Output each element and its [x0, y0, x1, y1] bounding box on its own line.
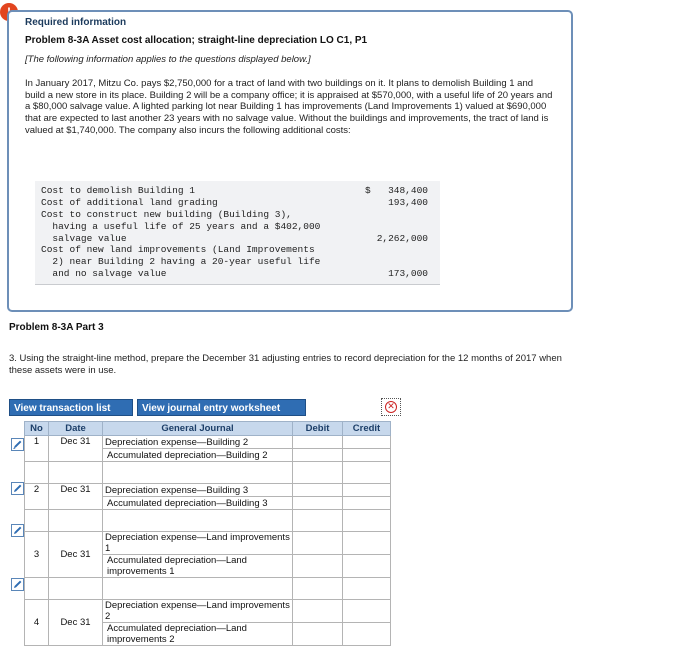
debit-account[interactable]: Depreciation expense—Land improvements 1 [103, 532, 293, 555]
part-title: Problem 8-3A Part 3 [9, 322, 104, 333]
credit-account[interactable]: Accumulated depreciation—Land improvements 2 [103, 623, 293, 646]
entry-no: 3 [25, 532, 49, 578]
credit-amount[interactable] [343, 600, 391, 623]
entry-no: 2 [25, 484, 49, 510]
journal-spacer-row [25, 578, 391, 600]
credit-amount[interactable] [343, 484, 391, 497]
entry-date: Dec 31 [49, 484, 103, 510]
cost-label: Cost of new land improvements (Land Improvements 2) near Building 2 having a 20-year useful life and no salvage value [41, 244, 321, 279]
debit-account[interactable]: Depreciation expense—Land improvements 2 [103, 600, 293, 623]
cost-amount: 173,000 [388, 268, 428, 279]
journal-row [25, 600, 391, 623]
edit-pencil-icon[interactable] [11, 524, 24, 537]
info-note: [The following information applies to the questions displayed below.] [25, 54, 311, 65]
cost-label: Cost to construct new building (Building 3), having a useful life of 25 years and a $402,000 salvage value [41, 209, 321, 244]
journal-spacer-row [25, 510, 391, 532]
journal-row [25, 484, 391, 497]
header-general-journal: General Journal [103, 422, 293, 436]
debit-amount[interactable] [293, 449, 343, 462]
cost-amount: 2,262,000 [376, 233, 428, 244]
cost-label: Cost of additional land grading [41, 197, 218, 208]
cost-amount: 193,400 [388, 197, 428, 208]
debit-amount[interactable] [293, 600, 343, 623]
debit-amount[interactable] [293, 532, 343, 555]
entry-date: Dec 31 [49, 532, 103, 578]
general-journal-table [24, 421, 391, 646]
cost-label: Cost to demolish Building 1 [41, 185, 195, 196]
header-no: No [25, 422, 49, 436]
debit-amount[interactable] [293, 436, 343, 449]
credit-account[interactable]: Accumulated depreciation—Building 2 [103, 449, 293, 462]
entry-no: 4 [25, 600, 49, 646]
required-information-title: Required information [25, 17, 127, 28]
edit-pencil-icon[interactable] [11, 482, 24, 495]
journal-header-row [25, 422, 391, 436]
cost-amount: 348,400 [388, 185, 428, 196]
journal-spacer-row [25, 462, 391, 484]
additional-costs-table [35, 181, 440, 285]
credit-amount[interactable] [343, 449, 391, 462]
edit-pencil-icon[interactable] [11, 578, 24, 591]
entry-no: 1 [25, 436, 49, 462]
debit-account[interactable]: Depreciation expense—Building 2 [103, 436, 293, 449]
question-text: 3. Using the straight-line method, prepare the December 31 adjusting entries to record depreciation for the 12 months of 2017 when these assets were in use. [9, 353, 562, 376]
debit-amount[interactable] [293, 497, 343, 510]
close-button[interactable] [381, 398, 401, 416]
debit-amount[interactable] [293, 484, 343, 497]
journal-row [25, 532, 391, 555]
entry-date: Dec 31 [49, 600, 103, 646]
problem-heading: Problem 8-3A Asset cost allocation; straight-line depreciation LO C1, P1 [25, 35, 368, 46]
header-date: Date [49, 422, 103, 436]
debit-amount[interactable] [293, 555, 343, 578]
entry-date: Dec 31 [49, 436, 103, 462]
view-transaction-list-button[interactable]: View transaction list [9, 399, 133, 416]
edit-pencil-icon[interactable] [11, 438, 24, 451]
credit-amount[interactable] [343, 623, 391, 646]
credit-amount[interactable] [343, 555, 391, 578]
credit-account[interactable]: Accumulated depreciation—Land improvements 1 [103, 555, 293, 578]
debit-account[interactable]: Depreciation expense—Building 3 [103, 484, 293, 497]
view-journal-entry-worksheet-button[interactable]: View journal entry worksheet [137, 399, 306, 416]
header-debit: Debit [293, 422, 343, 436]
problem-description: In January 2017, Mitzu Co. pays $2,750,000 for a tract of land with two buildings on it. It plans to demolish Building 1 and build a new store in its place. Building 2 will be a company office; it is appraised at $570,000, with a useful life of 20 years and a $80,000 salvage value. A lighted parking lot near Building 1 has improvements (Land Improvements 1) valued at $690,000 that are expected to last another 23 years with no salvage value. Without the buildings and improvements, the tract of land is valued at $1,740,000. The company also incurs the following additional costs: [25, 78, 553, 136]
credit-amount[interactable] [343, 436, 391, 449]
cost-dollar-sign: $ [365, 185, 371, 196]
debit-amount[interactable] [293, 623, 343, 646]
credit-amount[interactable] [343, 532, 391, 555]
close-icon: ✕ [385, 401, 397, 413]
header-credit: Credit [343, 422, 391, 436]
credit-account[interactable]: Accumulated depreciation—Building 3 [103, 497, 293, 510]
journal-row [25, 436, 391, 449]
credit-amount[interactable] [343, 497, 391, 510]
